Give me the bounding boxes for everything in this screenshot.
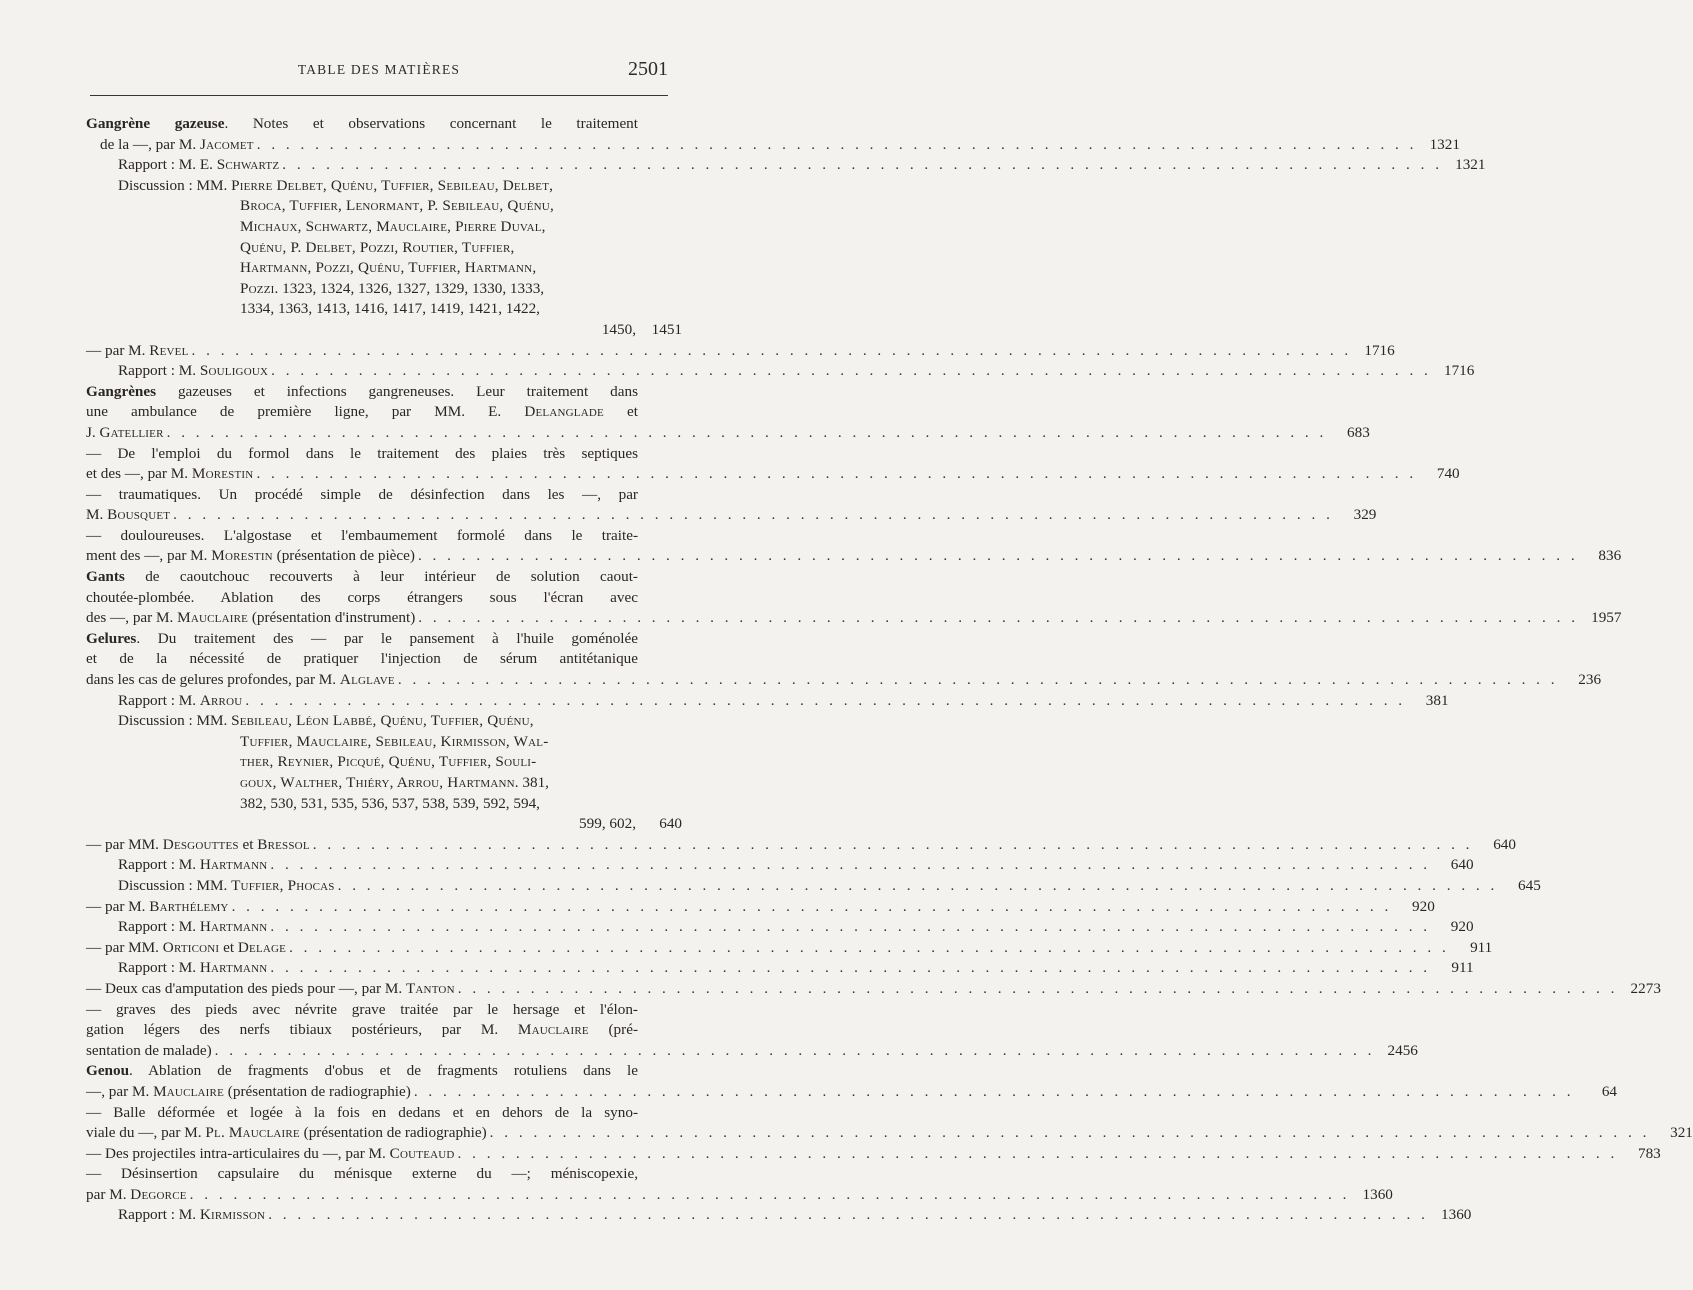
entry-text: Gelures. Du traitement des — par le pansement à l'huile goménolée [86,629,638,647]
index-line [86,423,1370,444]
index-line [86,485,682,506]
page-reference: 1321 [1429,135,1460,153]
index-line [86,135,1460,156]
index-line [86,1020,682,1041]
page-reference: 920 [1450,918,1474,936]
dot-leader: . . . . . . . . . . . . . . . . . . . . . . . . . . . . . . . . . . . . . . . . . . . . . . . . . . . . . . . . . . . . . . . . . . . . . . . . . . . . . . . . [457,1144,1618,1162]
page-reference: 640 [1493,835,1516,853]
entry-text: Hartmann, Pozzi, Quénu, Tuffier, Hartmann, [240,259,537,277]
entry-text: — par MM. Desgouttes et Bressol [86,835,310,853]
entry-text: — Désinsertion capsulaire du ménisque externe du —; méniscopexie, [86,1165,638,1183]
index-line [86,1123,1693,1144]
entry-text: — Balle déformée et logée à la fois en dedans et en dehors de la syno- [86,1103,638,1121]
page-reference: 1716 [1364,341,1395,359]
index-line [86,217,682,238]
index-line [86,629,682,650]
index-line [86,320,682,341]
entry-text: goux, Walther, Thiéry, Arrou, Hartmann. 381, [240,774,549,791]
dot-leader: . . . . . . . . . . . . . . . . . . . . . . . . . . . . . . . . . . . . . . . . . . . . . . . . . . . . . . . . . . . . . . . . . . . . . . . . . . . . . . . . [214,1041,1375,1059]
index-line [86,546,1622,567]
page-reference: 1451 [651,320,682,338]
index-line [86,917,1474,938]
page-reference: 683 [1347,423,1370,441]
index-line [86,299,682,320]
page-reference: 1716 [1443,362,1475,380]
entry-text: ment des —, par M. Morestin (présentation de pièce) [86,547,415,565]
index-line [86,732,682,753]
index-line [86,361,1475,382]
dot-leader: . . . . . . . . . . . . . . . . . . . . . . . . . . . . . . . . . . . . . . . . . . . . . . . . . . . . . . . . . . . . . . . . . . . . . . . . . . . . . . . . [457,979,1618,997]
page-reference: 2456 [1387,1041,1418,1059]
index-line [86,711,682,732]
dot-leader: . . . . . . . . . . . . . . . . . . . . . . . . . . . . . . . . . . . . . . . . . . . . . . . . . . . . . . . . . . . . . . . . . . . . . . . . . . . . . . . . [289,938,1450,956]
entry-text: — par M. Revel [86,341,189,359]
header-rule [90,95,668,96]
entry-text: Discussion : MM. Pierre Delbet, Quénu, Tuffier, Sebileau, Delbet, [118,176,554,194]
entry-text: Rapport : M. Hartmann [118,856,268,874]
entry-text: — par MM. Orticoni et Delage [86,938,287,956]
index-line [86,1185,1393,1206]
dot-leader: . . . . . . . . . . . . . . . . . . . . . . . . . . . . . . . . . . . . . . . . . . . . . . . . . . . . . . . . . . . . . . . . . . . . . . . . . . . . . . . . [270,856,1431,874]
index-line [86,567,682,588]
entry-text: viale du —, par M. Pl. Mauclaire (présentation de radiographie) [86,1124,487,1142]
page-reference: 911 [1451,959,1474,977]
page-reference: 2273 [1630,979,1661,997]
page-reference: 640 [1450,856,1474,874]
index-line [86,794,682,815]
entry-text: — traumatiques. Un procédé simple de désinfection dans les —, par [86,485,638,503]
entry-text: des —, par M. Mauclaire (présentation d'instrument) [86,609,416,627]
entry-text: Rapport : M. Hartmann [118,959,268,977]
index-line [86,176,682,197]
page-reference: 640 [659,815,682,833]
dot-leader: . . . . . . . . . . . . . . . . . . . . . . . . . . . . . . . . . . . . . . . . . . . . . . . . . . . . . . . . . . . . . . . . . . . . . . . . . . . . . . . . [270,918,1431,936]
entry-text: de la —, par M. Jacomet [100,135,254,153]
index-line [86,938,1493,959]
page-reference: 1360 [1362,1185,1393,1203]
page-reference: 1957 [1591,609,1622,627]
index-line [86,1164,682,1185]
index-line [86,876,1541,897]
dot-leader: . . . . . . . . . . . . . . . . . . . . . . . . . . . . . . . . . . . . . . . . . . . . . . . . . . . . . . . . . . . . . . . . . . . . . . . . . . . . . . . . [191,341,1352,359]
index-line [86,341,1395,362]
entry-text: Gangrène gazeuse. Notes et observations concernant le traitement [86,115,638,132]
page-reference: 740 [1436,465,1460,483]
page-reference: 836 [1598,547,1622,565]
page-reference: 783 [1637,1144,1661,1162]
entry-text: Gants de caoutchouc recouverts à leur intérieur de solution caout- [86,568,638,586]
index-line [86,979,1661,1000]
entry-text: sentation de malade) [86,1041,212,1059]
index-entries [86,114,1693,1226]
index-line [86,505,1377,526]
entry-text: — Deux cas d'amputation des pieds pour —, par M. Tanton [86,979,455,997]
entry-text: Tuffier, Mauclaire, Sebileau, Kirmisson, Wal- [240,732,549,750]
index-line [86,1061,682,1082]
page-reference: 920 [1412,897,1435,915]
index-line [86,258,682,279]
index-line [86,752,682,773]
dot-leader: . . . . . . . . . . . . . . . . . . . . . . . . . . . . . . . . . . . . . . . . . . . . . . . . . . . . . . . . . . . . . . . . . . . . . . . . . . . . . . . . [417,547,1579,565]
index-line [86,196,682,217]
entry-text: J. Gatellier [86,423,164,441]
dot-leader: . . . . . . . . . . . . . . . . . . . . . . . . . . . . . . . . . . . . . . . . . . . . . . . . . . . . . . . . . . . . . . . . . . . . . . . . . . . . . . . . [489,1124,1650,1142]
entry-text: Genou. Ablation de fragments d'obus et de fragments rotuliens dans le [86,1062,638,1080]
entry-text: — Des projectiles intra-articulaires du —, par M. Couteaud [86,1144,455,1162]
index-line [86,402,682,423]
dot-leader: . . . . . . . . . . . . . . . . . . . . . . . . . . . . . . . . . . . . . . . . . . . . . . . . . . . . . . . . . . . . . . . . . . . . . . . . . . . . . . . . [282,156,1443,174]
page-reference: 236 [1578,671,1602,689]
entry-text: — douloureuses. L'algostase et l'embaumement formolé dans le traite- [86,526,638,544]
page-reference: 911 [1470,938,1493,956]
index-line [86,155,1486,176]
page-header [90,58,668,84]
dot-leader: . . . . . . . . . . . . . . . . . . . . . . . . . . . . . . . . . . . . . . . . . . . . . . . . . . . . . . . . . . . . . . . . . . . . . . . . . . . . . . . . [418,609,1579,627]
entry-text: —, par M. Mauclaire (présentation de radiographie) [86,1082,411,1100]
entry-text: 1334, 1363, 1413, 1416, 1417, 1419, 1421, 1422, [240,300,540,318]
dot-leader: . . . . . . . . . . . . . . . . . . . . . . . . . . . . . . . . . . . . . . . . . . . . . . . . . . . . . . . . . . . . . . . . . . . . . . . . . . . . . . . . [231,897,1392,915]
entry-text: Rapport : M. Arrou [118,691,243,709]
page-reference: 645 [1518,876,1541,894]
entry-text: Rapport : M. Souligoux [118,362,269,380]
entry-text: ther, Reynier, Picqué, Quénu, Tuffier, Souli- [240,753,537,771]
page-reference: 381 [1425,691,1449,709]
index-line [86,1205,1472,1226]
dot-leader: . . . . . . . . . . . . . . . . . . . . . . . . . . . . . . . . . . . . . . . . . . . . . . . . . . . . . . . . . . . . . . . . . . . . . . . . . . . . . . . . [268,1206,1429,1224]
dot-leader: . . . . . . . . . . . . . . . . . . . . . . . . . . . . . . . . . . . . . . . . . . . . . . . . . . . . . . . . . . . . . . . . . . . . . . . . . . . . . . . . [173,506,1334,524]
index-line [86,814,682,835]
dot-leader: . . . . . . . . . . . . . . . . . . . . . . . . . . . . . . . . . . . . . . . . . . . . . . . . . . . . . . . . . . . . . . . . . . . . . . . . . . . . . . . . [337,876,1498,894]
index-line [86,1144,1661,1165]
dot-leader: . . . . . . . . . . . . . . . . . . . . . . . . . . . . . . . . . . . . . . . . . . . . . . . . . . . . . . . . . . . . . . . . . . . . . . . . . . . . . . . . [397,671,1559,689]
entry-text: et des —, par M. Morestin [86,465,254,483]
page-reference: 64 [1601,1082,1618,1100]
index-line [86,588,682,609]
index-line [86,1082,1618,1103]
entry-text: — par M. Barthélemy [86,897,229,915]
entry-text: par M. Degorce [86,1185,187,1203]
entry-text: Discussion : MM. Sebileau, Léon Labbé, Quénu, Tuffier, Quénu, [118,712,534,730]
page-number: 2501 [628,58,668,80]
index-line [86,608,1622,629]
dot-leader: . . . . . . . . . . . . . . . . . . . . . . . . . . . . . . . . . . . . . . . . . . . . . . . . . . . . . . . . . . . . . . . . . . . . . . . . . . . . . . . . [166,423,1327,441]
index-line [86,382,682,403]
running-title: TABLE DES MATIÈRES [297,62,461,77]
entry-text: 382, 530, 531, 535, 536, 537, 538, 539, 592, 594, [240,794,540,812]
index-line [86,279,682,300]
index-line [86,835,1516,856]
entry-text: Discussion : MM. Tuffier, Phocas [118,876,335,894]
entry-text: — De l'emploi du formol dans le traitement des plaies très septiques [86,444,638,462]
dot-leader: . . . . . . . . . . . . . . . . . . . . . . . . . . . . . . . . . . . . . . . . . . . . . . . . . . . . . . . . . . . . . . . . . . . . . . . . . . . . . . . . [245,691,1406,709]
entry-text: et de la nécessité de pratiquer l'injection de sérum antitétanique [86,650,638,668]
entry-text: Gangrènes gazeuses et infections gangreneuses. Leur traitement dans [86,382,638,400]
entry-text: une ambulance de première ligne, par MM. E. Delanglade et [86,403,638,421]
index-line [86,444,682,465]
index-line [86,1000,682,1021]
index-line [86,773,682,794]
index-line [86,855,1474,876]
entry-text: choutée-plombée. Ablation des corps étrangers sous l'écran avec [86,588,638,606]
page-reference: 329 [1353,506,1377,524]
dot-leader: . . . . . . . . . . . . . . . . . . . . . . . . . . . . . . . . . . . . . . . . . . . . . . . . . . . . . . . . . . . . . . . . . . . . . . . . . . . . . . . . [256,135,1417,153]
index-line [86,1041,1418,1062]
entry-text: Quénu, P. Delbet, Pozzi, Routier, Tuffier, [240,238,515,256]
entry-text: — graves des pieds avec névrite grave traitée par le hersage et l'élon- [86,1000,638,1018]
index-line [86,464,1460,485]
dot-leader: . . . . . . . . . . . . . . . . . . . . . . . . . . . . . . . . . . . . . . . . . . . . . . . . . . . . . . . . . . . . . . . . . . . . . . . . . . . . . . . . [312,835,1473,853]
entry-text: Pozzi. 1323, 1324, 1326, 1327, 1329, 1330, 1333, [240,279,545,297]
index-line [86,238,682,259]
entry-text: Rapport : M. Kirmisson [118,1206,266,1224]
entry-text: 599, 602, [579,815,636,833]
index-line [86,114,682,135]
index-line [86,526,682,547]
page-reference: 321 [1670,1124,1693,1142]
entry-text: Rapport : M. Hartmann [118,918,268,936]
entry-text: Rapport : M. E. Schwartz [118,156,280,174]
index-line [86,958,1474,979]
entry-text: M. Bousquet [86,506,171,524]
index-line [86,670,1602,691]
page-reference: 1321 [1455,156,1486,174]
index-line [86,691,1449,712]
entry-text: 1450, [601,320,636,338]
dot-leader: . . . . . . . . . . . . . . . . . . . . . . . . . . . . . . . . . . . . . . . . . . . . . . . . . . . . . . . . . . . . . . . . . . . . . . . . . . . . . . . . [413,1082,1575,1100]
entry-text: Michaux, Schwartz, Mauclaire, Pierre Duval, [240,217,546,235]
dot-leader: . . . . . . . . . . . . . . . . . . . . . . . . . . . . . . . . . . . . . . . . . . . . . . . . . . . . . . . . . . . . . . . . . . . . . . . . . . . . . . . . [256,465,1417,483]
entry-text: Broca, Tuffier, Lenormant, P. Sebileau, Quénu, [240,197,554,215]
dot-leader: . . . . . . . . . . . . . . . . . . . . . . . . . . . . . . . . . . . . . . . . . . . . . . . . . . . . . . . . . . . . . . . . . . . . . . . . . . . . . . . . [271,362,1432,380]
entry-text: dans les cas de gelures profondes, par M. Alglave [86,671,395,689]
page-reference: 1360 [1441,1206,1472,1224]
index-line [86,1103,682,1124]
index-line [86,649,682,670]
entry-text: gation légers des nerfs tibiaux postérieurs, par M. Mauclaire (pré- [86,1021,639,1039]
dot-leader: . . . . . . . . . . . . . . . . . . . . . . . . . . . . . . . . . . . . . . . . . . . . . . . . . . . . . . . . . . . . . . . . . . . . . . . . . . . . . . . . [189,1185,1350,1203]
index-line [86,897,1435,918]
dot-leader: . . . . . . . . . . . . . . . . . . . . . . . . . . . . . . . . . . . . . . . . . . . . . . . . . . . . . . . . . . . . . . . . . . . . . . . . . . . . . . . . [270,959,1431,977]
